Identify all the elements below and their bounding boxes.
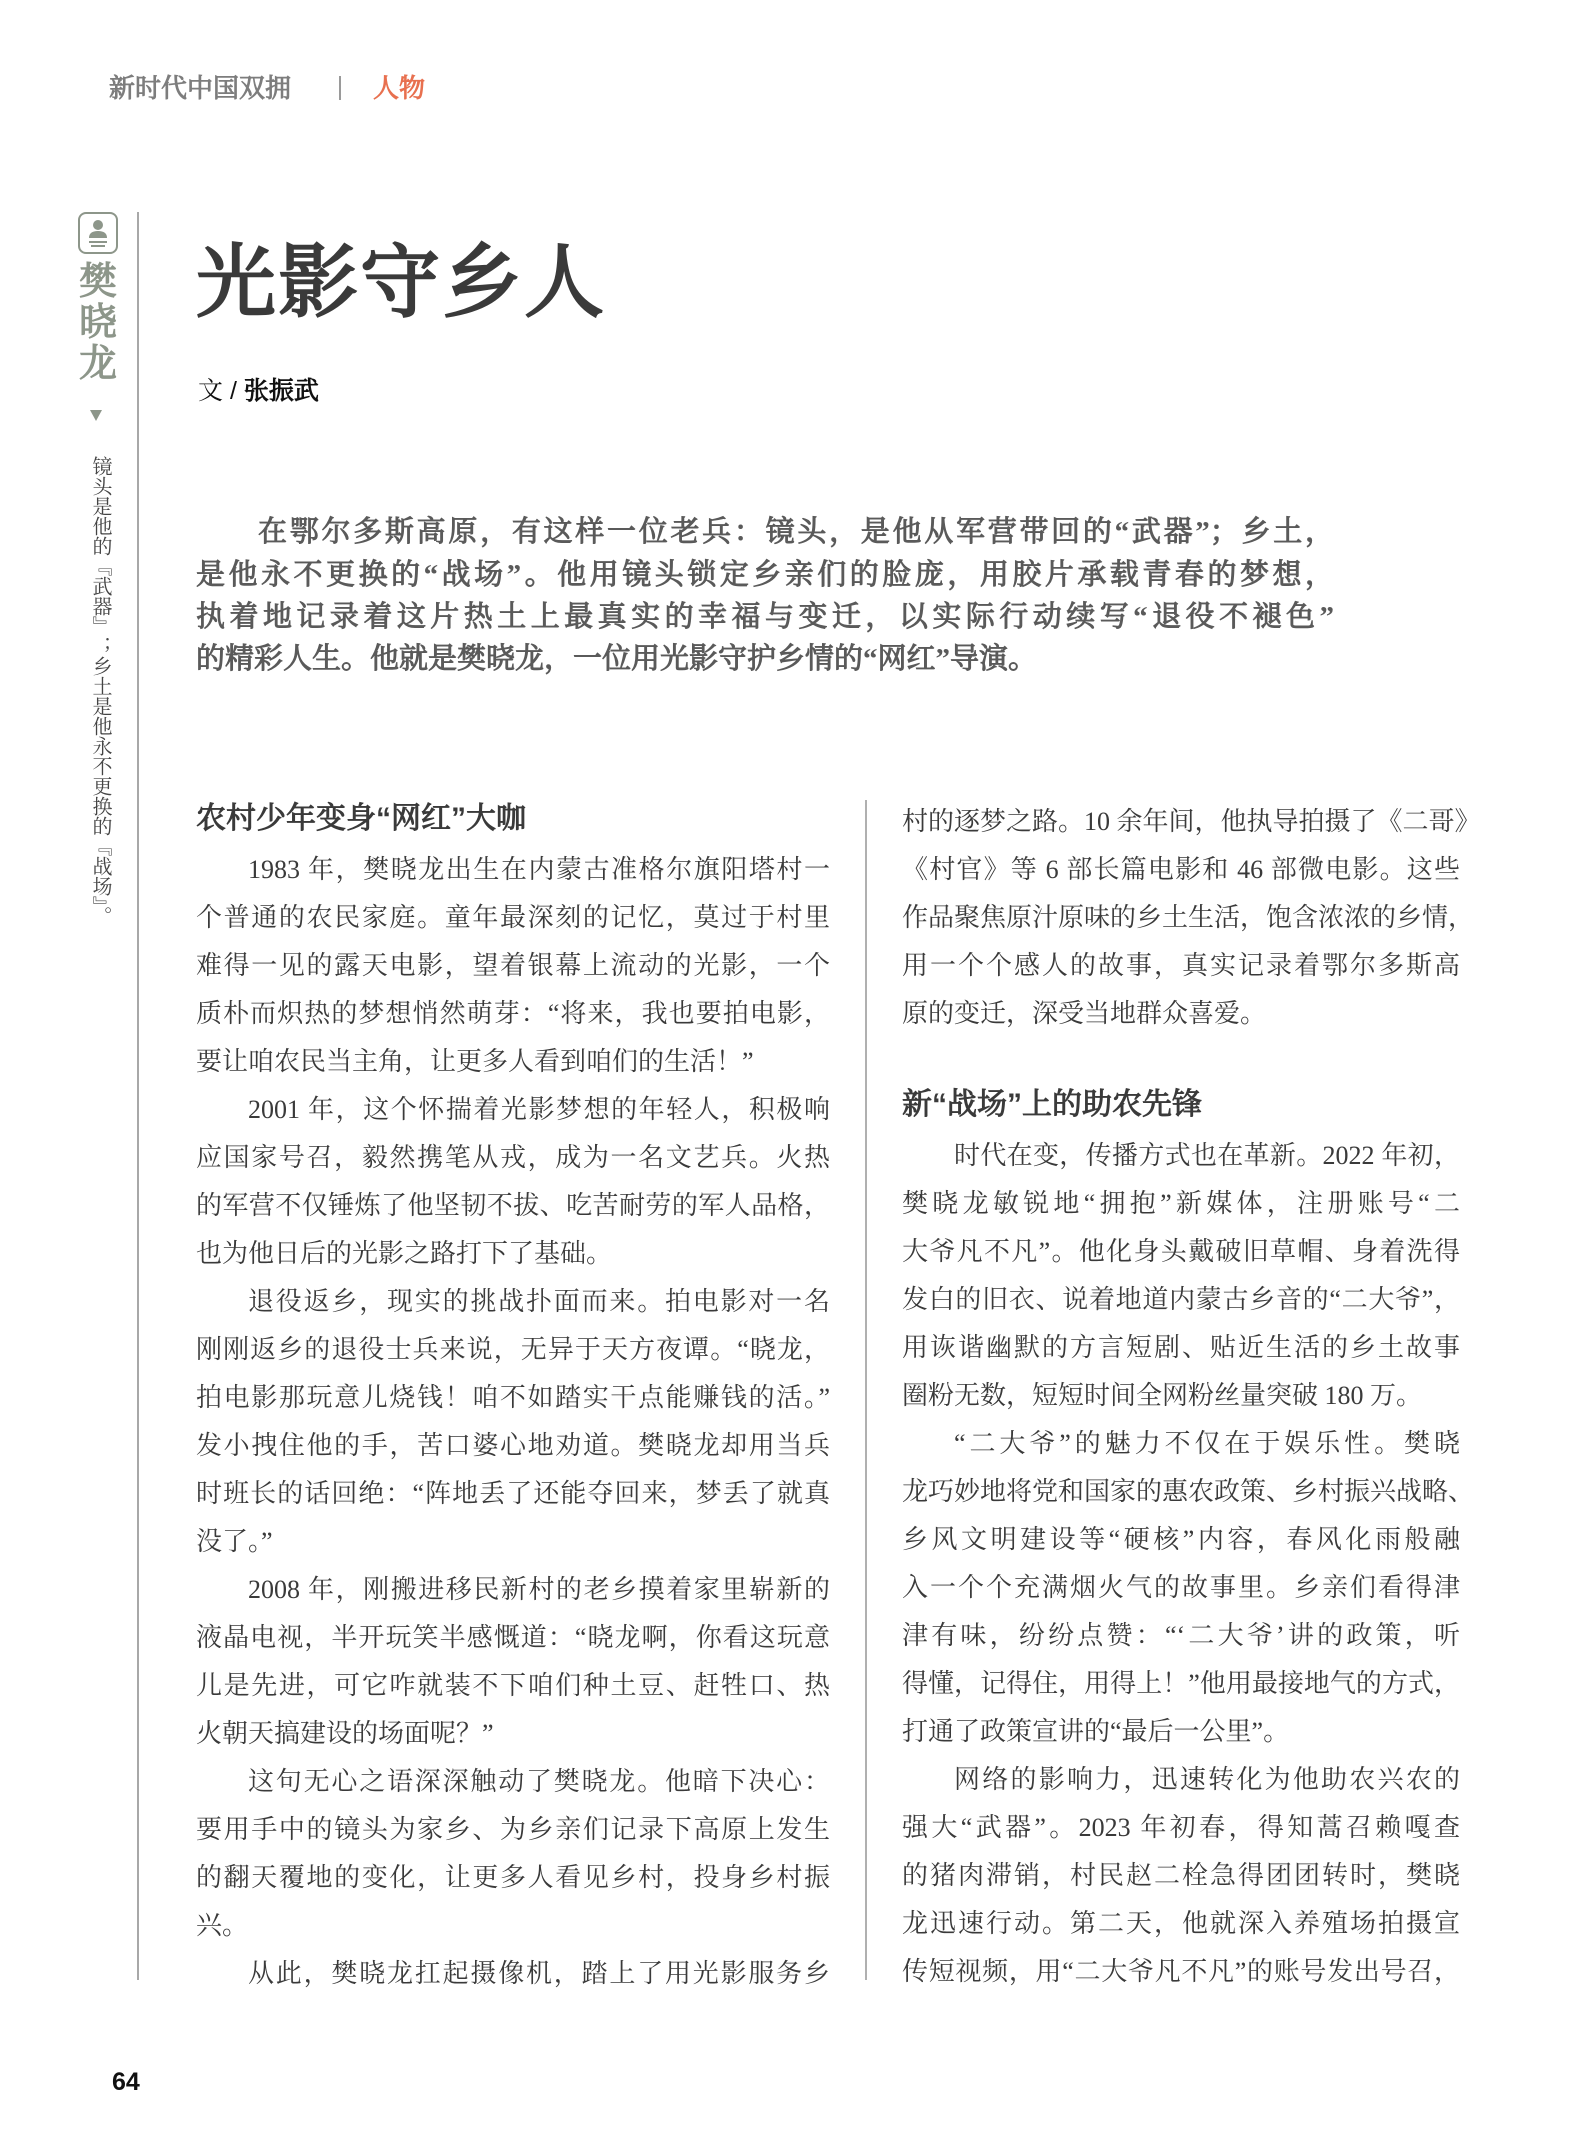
paragraph-line: 从此，樊晓龙扛起摄像机，踏上了用光影服务乡 (248, 1959, 830, 1988)
paragraph-line: 2008 年，刚搬进移民新村的老乡摸着家里崭新的 (248, 1575, 830, 1604)
intro-line: 是他永不更换的“战场”。他用镜头锁定乡亲们的脸庞，用胶片承载青春的梦想， (196, 559, 1334, 591)
paragraph-line: 的猪肉滞销，村民赵二栓急得团团转时，樊晓 (902, 1861, 1460, 1890)
paragraph-line: 也为他日后的光影之路打下了基础。 (196, 1239, 613, 1268)
paragraph-line: 用诙谐幽默的方言短剧、贴近生活的乡土故事 (902, 1333, 1460, 1362)
paragraph-line: 得懂，记得住，用得上！”他用最接地气的方式， (902, 1669, 1460, 1698)
paragraph-line: 发白的旧衣、说着地道内蒙古乡音的“二大爷”， (902, 1285, 1460, 1314)
paragraph-line: “二大爷”的魅力不仅在于娱乐性。樊晓 (954, 1429, 1460, 1458)
paragraph-line: 要让咱农民当主角，让更多人看到咱们的生活！” (196, 1047, 754, 1076)
byline (198, 374, 319, 408)
paragraph-line: 发小拽住他的手，苦口婆心地劝道。樊晓龙却用当兵 (196, 1431, 830, 1460)
paragraph-line: 时班长的话回绝：“阵地丢了还能夺回来，梦丢了就真 (196, 1479, 830, 1508)
paragraph-line: 时代在变，传播方式也在革新。2022 年初， (954, 1141, 1460, 1170)
page-number: 64 (112, 2068, 140, 2096)
paragraph-line: 没了。” (196, 1527, 273, 1556)
paragraph-line: 樊晓龙敏锐地“拥抱”新媒体，注册账号“二 (902, 1189, 1460, 1218)
intro-line: 执着地记录着这片热土上最真实的幸福与变迁，以实际行动续写“退役不褪色” (196, 601, 1334, 633)
magazine-section-title: 新时代中国双拥 (109, 73, 292, 103)
byline-prefix: 文 / (198, 377, 244, 405)
paragraph-line: 液晶电视，半开玩笑半感慨道：“晓龙啊，你看这玩意 (196, 1623, 830, 1652)
paragraph-line: 打通了政策宣讲的“最后一公里”。 (902, 1717, 1290, 1746)
paragraph-line: 圈粉无数，短短时间全网粉丝量突破 180 万。 (902, 1381, 1423, 1410)
paragraph-line: 个普通的农民家庭。童年最深刻的记忆，莫过于村里 (196, 903, 830, 932)
paragraph-line: 原的变迁，深受当地群众喜爱。 (902, 999, 1267, 1028)
paragraph-line: 的翻天覆地的变化，让更多人看见乡村，投身乡村振 (196, 1863, 830, 1892)
paragraph-line: 大爷凡不凡”。他化身头戴破旧草帽、身着洗得 (902, 1237, 1460, 1266)
paragraph-line: 村的逐梦之路。10 余年间，他执导拍摄了《二哥》 (902, 807, 1481, 836)
paragraph-line: 火朝天搞建设的场面呢？” (196, 1719, 494, 1748)
paragraph-line: 质朴而炽热的梦想悄然萌芽：“将来，我也要拍电影， (196, 999, 830, 1028)
paragraph-line: 用一个个感人的故事，真实记录着鄂尔多斯高 (902, 951, 1460, 980)
paragraph-line: 应国家号召，毅然携笔从戎，成为一名文艺兵。火热 (196, 1143, 830, 1172)
sidebar-rule (137, 212, 139, 1980)
section-heading: 新“战场”上的助农先锋 (902, 1088, 1202, 1121)
paragraph-line: 龙迅速行动。第二天，他就深入养殖场拍摄宣 (902, 1909, 1460, 1938)
paragraph-line: 退役返乡，现实的挑战扑面而来。拍电影对一名 (248, 1287, 830, 1316)
paragraph-line: 这句无心之语深深触动了樊晓龙。他暗下决心： (248, 1767, 830, 1796)
intro-line: 在鄂尔多斯高原，有这样一位老兵：镜头，是他从军营带回的“武器”；乡土， (258, 516, 1334, 548)
paragraph-line: 作品聚焦原汁原味的乡土生活，饱含浓浓的乡情， (902, 903, 1475, 932)
profile-name: 樊晓龙 (78, 261, 117, 385)
paragraph-line: 难得一见的露天电影，望着银幕上流动的光影，一个 (196, 951, 830, 980)
paragraph-line: 2001 年，这个怀揣着光影梦想的年轻人，积极响 (248, 1095, 830, 1124)
person-card-icon (78, 212, 118, 254)
paragraph-line: 拍电影那玩意儿烧钱！咱不如踏实干点能赚钱的活。” (196, 1383, 830, 1412)
paragraph-line: 儿是先进，可它咋就装不下咱们种土豆、赶牲口、热 (196, 1671, 830, 1700)
header-divider (339, 76, 341, 100)
paragraph-line: 入一个个充满烟火气的故事里。乡亲们看得津 (902, 1573, 1460, 1602)
column-label: 人物 (373, 73, 426, 103)
author-name: 张振武 (243, 377, 319, 405)
paragraph-line: 的军营不仅锤炼了他坚韧不拔、吃苦耐劳的军人品格， (196, 1191, 830, 1220)
section-heading: 农村少年变身“网红”大咖 (196, 802, 526, 835)
profile-quote: 镜头是他的『武器』；乡土是他永不更换的『战场』。 (89, 456, 111, 926)
intro-line: 的精彩人生。他就是樊晓龙，一位用光影守护乡情的“网红”导演。 (196, 643, 1038, 675)
paragraph-line: 强大“武器”。2023 年初春，得知蒿召赖嘎查 (902, 1813, 1460, 1842)
paragraph-line: 兴。 (196, 1911, 249, 1940)
paragraph-line: 龙巧妙地将党和国家的惠农政策、乡村振兴战略、 (902, 1477, 1475, 1506)
paragraph-line: 要用手中的镜头为家乡、为乡亲们记录下高原上发生 (196, 1815, 830, 1844)
paragraph-line: 1983 年，樊晓龙出生在内蒙古准格尔旗阳塔村一 (248, 855, 830, 884)
article-title: 光影守乡人 (196, 240, 606, 328)
paragraph-line: 刚刚返乡的退役士兵来说，无异于天方夜谭。“晓龙， (196, 1335, 830, 1364)
paragraph-line: 津有味，纷纷点赞：“‘二大爷’讲的政策，听 (902, 1621, 1460, 1650)
paragraph-line: 传短视频，用“二大爷凡不凡”的账号发出号召， (902, 1957, 1460, 1986)
paragraph-line: 《村官》等 6 部长篇电影和 46 部微电影。这些 (902, 855, 1460, 884)
paragraph-line: 乡风文明建设等“硬核”内容，春风化雨般融 (902, 1525, 1460, 1554)
paragraph-line: 网络的影响力，迅速转化为他助农兴农的 (954, 1765, 1460, 1794)
column-divider (865, 800, 867, 1980)
triangle-down-icon (90, 410, 102, 421)
